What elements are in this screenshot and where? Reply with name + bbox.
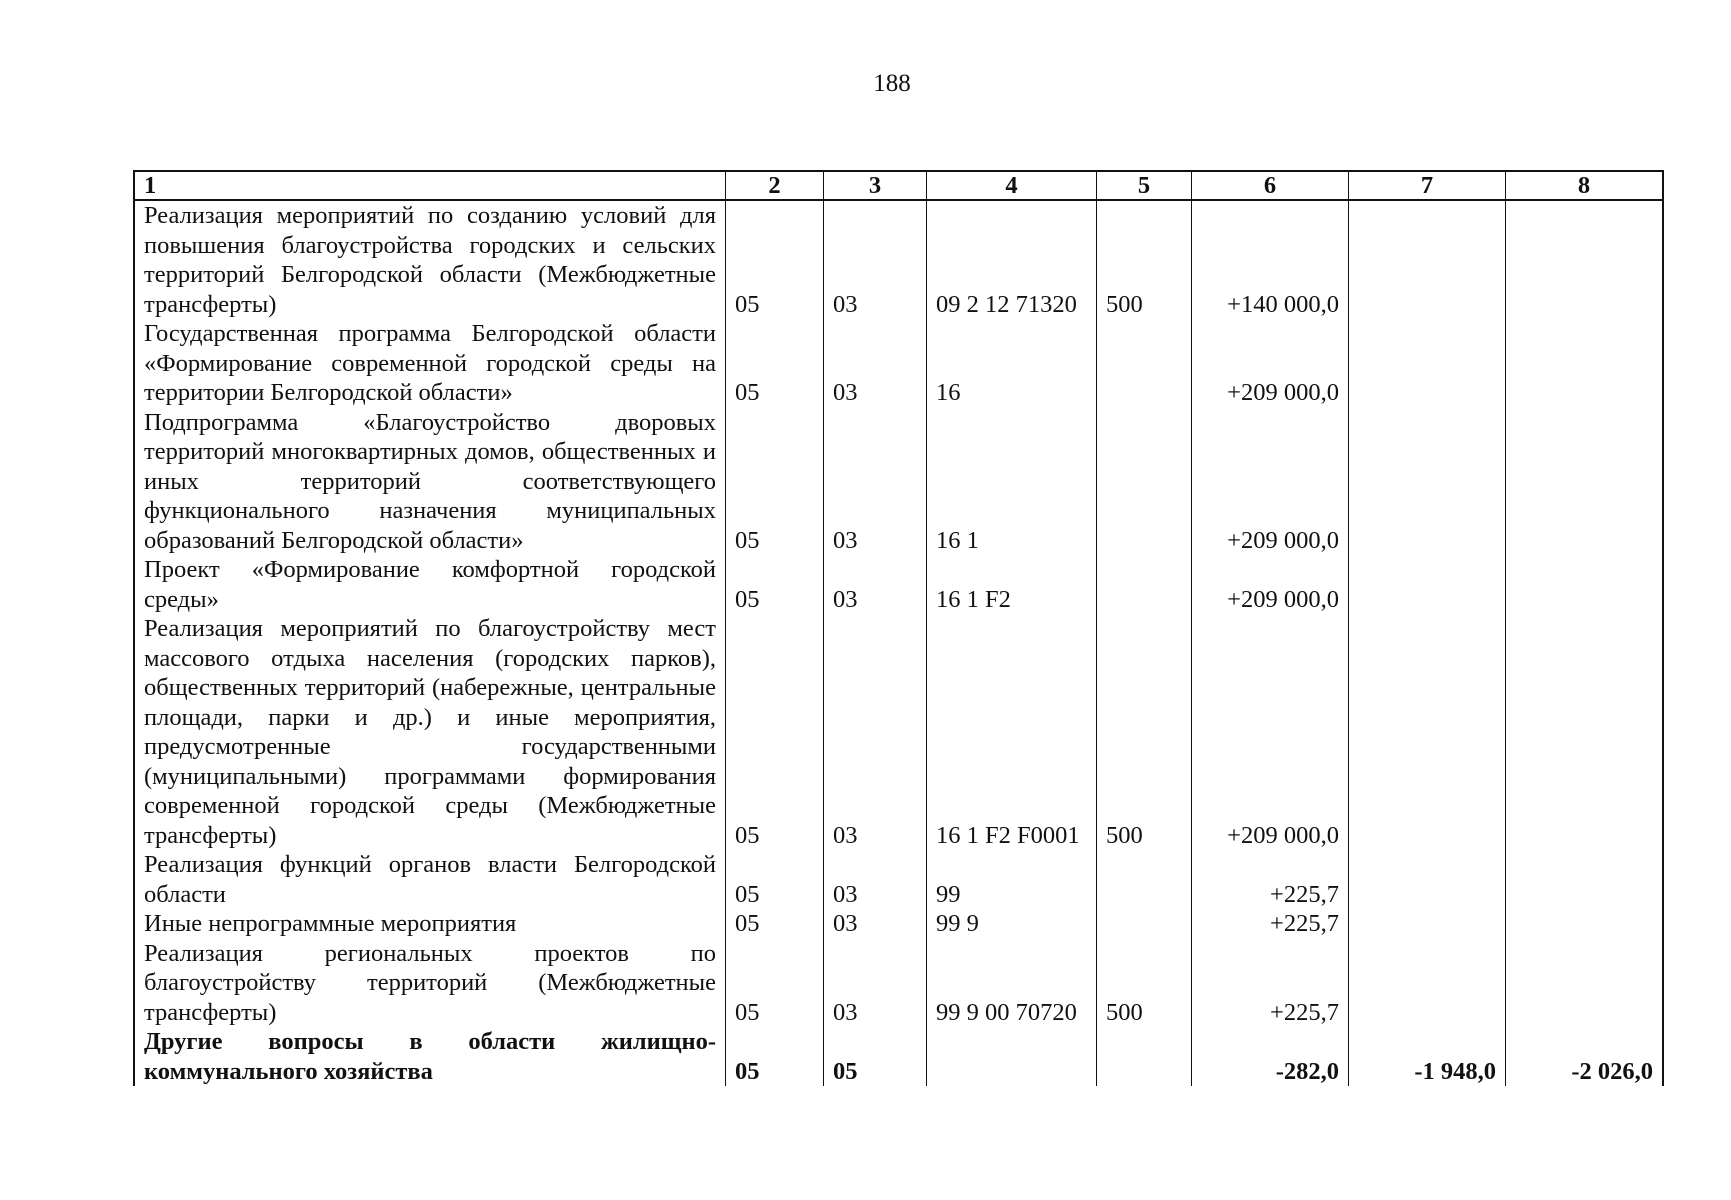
row-target-code-text: 99 9 00 70720 — [936, 998, 1077, 1026]
row-description — [133, 614, 725, 850]
row-code-subsection — [823, 850, 926, 909]
row-amount-col6 — [1191, 201, 1348, 319]
row-amount-col7 — [1348, 909, 1505, 939]
row-expense-type-text: 500 — [1106, 821, 1143, 849]
row-amount-col8 — [1505, 1027, 1664, 1086]
budget-table — [133, 170, 1664, 1086]
row-expense-type-text: 500 — [1106, 290, 1143, 318]
row-code-subsection-text: 03 — [833, 290, 858, 318]
row-target-code-text: 16 1 F2 F0001 — [936, 821, 1080, 849]
row-description-text: Реализация мероприятий по благоустройству мест массового отдыха населения (городских парков), общественных территорий (набережные, центральные площади, парки и др.) и иные мероприятия, предусмотренные государственными (муниципальными) программами формирования современной городской среды (Межбюджетные трансферты) — [144, 615, 716, 849]
header-col-8: 8 — [1505, 172, 1664, 199]
row-description-text: Другие вопросы в области жилищно-коммунального хозяйства — [144, 1028, 716, 1085]
row-amount-col7 — [1348, 408, 1505, 556]
row-amount-col8 — [1505, 909, 1664, 939]
row-code-subsection-text: 03 — [833, 526, 858, 554]
row-description-text: Подпрограмма «Благоустройство дворовых территорий многоквартирных домов, общественных и иных территорий соответствующего функционального назначения муниципальных образований Белгородской области» — [144, 408, 716, 554]
row-code-section-text: 05 — [735, 526, 760, 554]
row-amount-col6 — [1191, 555, 1348, 614]
row-target-code — [926, 201, 1096, 319]
row-code-section — [725, 1027, 823, 1086]
header-col-5: 5 — [1096, 172, 1191, 199]
row-amount-col6-text: +225,7 — [1270, 880, 1339, 908]
row-description-text: Государственная программа Белгородской области «Формирование современной городской среды на территории Белгородской области» — [144, 320, 716, 406]
row-code-section-text: 05 — [735, 379, 760, 406]
row-code-section — [725, 408, 823, 556]
row-code-subsection-text: 03 — [833, 379, 858, 406]
row-target-code — [926, 909, 1096, 939]
row-amount-col6 — [1191, 614, 1348, 850]
row-code-subsection — [823, 319, 926, 408]
row-amount-col6-text: +209 000,0 — [1227, 821, 1339, 849]
row-description-text: Проект «Формирование комфортной городской среды» — [144, 556, 716, 613]
row-amount-col6 — [1191, 408, 1348, 556]
row-expense-type — [1096, 939, 1191, 1028]
row-amount-col6-text: +225,7 — [1270, 910, 1339, 937]
row-code-subsection-text: 03 — [833, 998, 858, 1026]
row-code-subsection — [823, 555, 926, 614]
row-code-section — [725, 939, 823, 1028]
row-code-subsection — [823, 939, 926, 1028]
row-expense-type — [1096, 201, 1191, 319]
row-amount-col6 — [1191, 319, 1348, 408]
row-amount-col6-text: +209 000,0 — [1227, 526, 1339, 554]
row-target-code — [926, 939, 1096, 1028]
row-code-section-text: 05 — [735, 821, 760, 849]
row-target-code — [926, 1027, 1096, 1086]
row-target-code-text: 99 9 — [936, 910, 979, 937]
row-amount-col7 — [1348, 939, 1505, 1028]
row-amount-col6-text: +225,7 — [1270, 998, 1339, 1026]
row-code-subsection-text: 05 — [833, 1057, 858, 1085]
row-amount-col6-text: +209 000,0 — [1227, 585, 1339, 613]
row-code-section — [725, 909, 823, 939]
row-description — [133, 319, 725, 408]
row-code-section-text: 05 — [735, 998, 760, 1026]
table-row — [133, 1027, 1664, 1086]
row-expense-type — [1096, 850, 1191, 909]
row-target-code — [926, 850, 1096, 909]
row-description — [133, 909, 725, 939]
row-amount-col6-text: +209 000,0 — [1227, 379, 1339, 406]
row-description-text: Реализация мероприятий по созданию условий для повышения благоустройства городских и сельских территорий Белгородской области (Межбюджетные трансферты) — [144, 202, 716, 318]
row-amount-col6 — [1191, 1027, 1348, 1086]
row-code-subsection — [823, 408, 926, 556]
row-code-section-text: 05 — [735, 585, 760, 613]
table-row — [133, 319, 1664, 408]
row-expense-type — [1096, 1027, 1191, 1086]
row-code-subsection — [823, 614, 926, 850]
row-expense-type — [1096, 614, 1191, 850]
row-expense-type-text: 500 — [1106, 998, 1143, 1026]
row-amount-col6 — [1191, 939, 1348, 1028]
row-amount-col6-text: +140 000,0 — [1227, 290, 1339, 318]
table-row — [133, 850, 1664, 909]
row-amount-col7-text: -1 948,0 — [1414, 1057, 1496, 1085]
row-amount-col7 — [1348, 555, 1505, 614]
header-col-6: 6 — [1191, 172, 1348, 199]
row-code-section-text: 05 — [735, 880, 760, 908]
row-description — [133, 555, 725, 614]
row-description — [133, 408, 725, 556]
row-code-subsection-text: 03 — [833, 880, 858, 908]
table-row — [133, 408, 1664, 556]
table-row — [133, 555, 1664, 614]
row-amount-col7 — [1348, 201, 1505, 319]
row-code-subsection — [823, 1027, 926, 1086]
row-amount-col7 — [1348, 850, 1505, 909]
row-description — [133, 201, 725, 319]
table-header-row — [133, 170, 1664, 201]
row-target-code — [926, 319, 1096, 408]
row-description-text: Иные непрограммные мероприятия — [144, 910, 517, 937]
row-code-subsection-text: 03 — [833, 585, 858, 613]
row-expense-type — [1096, 408, 1191, 556]
row-description — [133, 939, 725, 1028]
row-amount-col6-text: -282,0 — [1275, 1057, 1339, 1085]
table-row — [133, 201, 1664, 319]
row-amount-col7 — [1348, 319, 1505, 408]
row-code-section — [725, 614, 823, 850]
header-col-2: 2 — [725, 172, 823, 199]
row-amount-col8 — [1505, 555, 1664, 614]
row-code-section — [725, 319, 823, 408]
row-amount-col8 — [1505, 408, 1664, 556]
row-code-subsection-text: 03 — [833, 821, 858, 849]
row-amount-col8 — [1505, 614, 1664, 850]
row-target-code-text: 09 2 12 71320 — [936, 290, 1077, 318]
row-description-text: Реализация функций органов власти Белгородской области — [144, 851, 716, 908]
row-description — [133, 850, 725, 909]
row-code-section-text: 05 — [735, 1057, 760, 1085]
row-description — [133, 1027, 725, 1086]
row-code-subsection — [823, 909, 926, 939]
row-target-code — [926, 408, 1096, 556]
row-expense-type — [1096, 555, 1191, 614]
header-col-7: 7 — [1348, 172, 1505, 199]
row-amount-col8 — [1505, 939, 1664, 1028]
row-amount-col8-text: -2 026,0 — [1571, 1057, 1653, 1085]
row-expense-type — [1096, 319, 1191, 408]
row-code-section-text: 05 — [735, 290, 760, 318]
row-code-section — [725, 201, 823, 319]
row-expense-type — [1096, 909, 1191, 939]
row-amount-col6 — [1191, 850, 1348, 909]
row-amount-col6 — [1191, 909, 1348, 939]
table-body — [133, 201, 1664, 1086]
row-amount-col7 — [1348, 1027, 1505, 1086]
row-amount-col8 — [1505, 201, 1664, 319]
row-target-code-text: 16 1 — [936, 526, 979, 554]
row-code-section — [725, 555, 823, 614]
row-amount-col8 — [1505, 850, 1664, 909]
header-col-3: 3 — [823, 172, 926, 199]
row-target-code — [926, 614, 1096, 850]
row-amount-col7 — [1348, 614, 1505, 850]
row-code-section — [725, 850, 823, 909]
table-row — [133, 939, 1664, 1028]
table-row — [133, 909, 1664, 939]
header-col-4: 4 — [926, 172, 1096, 199]
row-target-code-text: 99 — [936, 880, 961, 908]
row-code-section-text: 05 — [735, 910, 760, 937]
row-target-code-text: 16 — [936, 379, 961, 406]
table-row — [133, 614, 1664, 850]
row-code-subsection-text: 03 — [833, 910, 858, 937]
row-description-text: Реализация региональных проектов по благоустройству территорий (Межбюджетные трансферты) — [144, 939, 716, 1026]
page-number: 188 — [873, 70, 911, 97]
header-col-1: 1 — [133, 172, 725, 199]
row-amount-col8 — [1505, 319, 1664, 408]
row-target-code-text: 16 1 F2 — [936, 585, 1011, 613]
row-code-subsection — [823, 201, 926, 319]
row-target-code — [926, 555, 1096, 614]
